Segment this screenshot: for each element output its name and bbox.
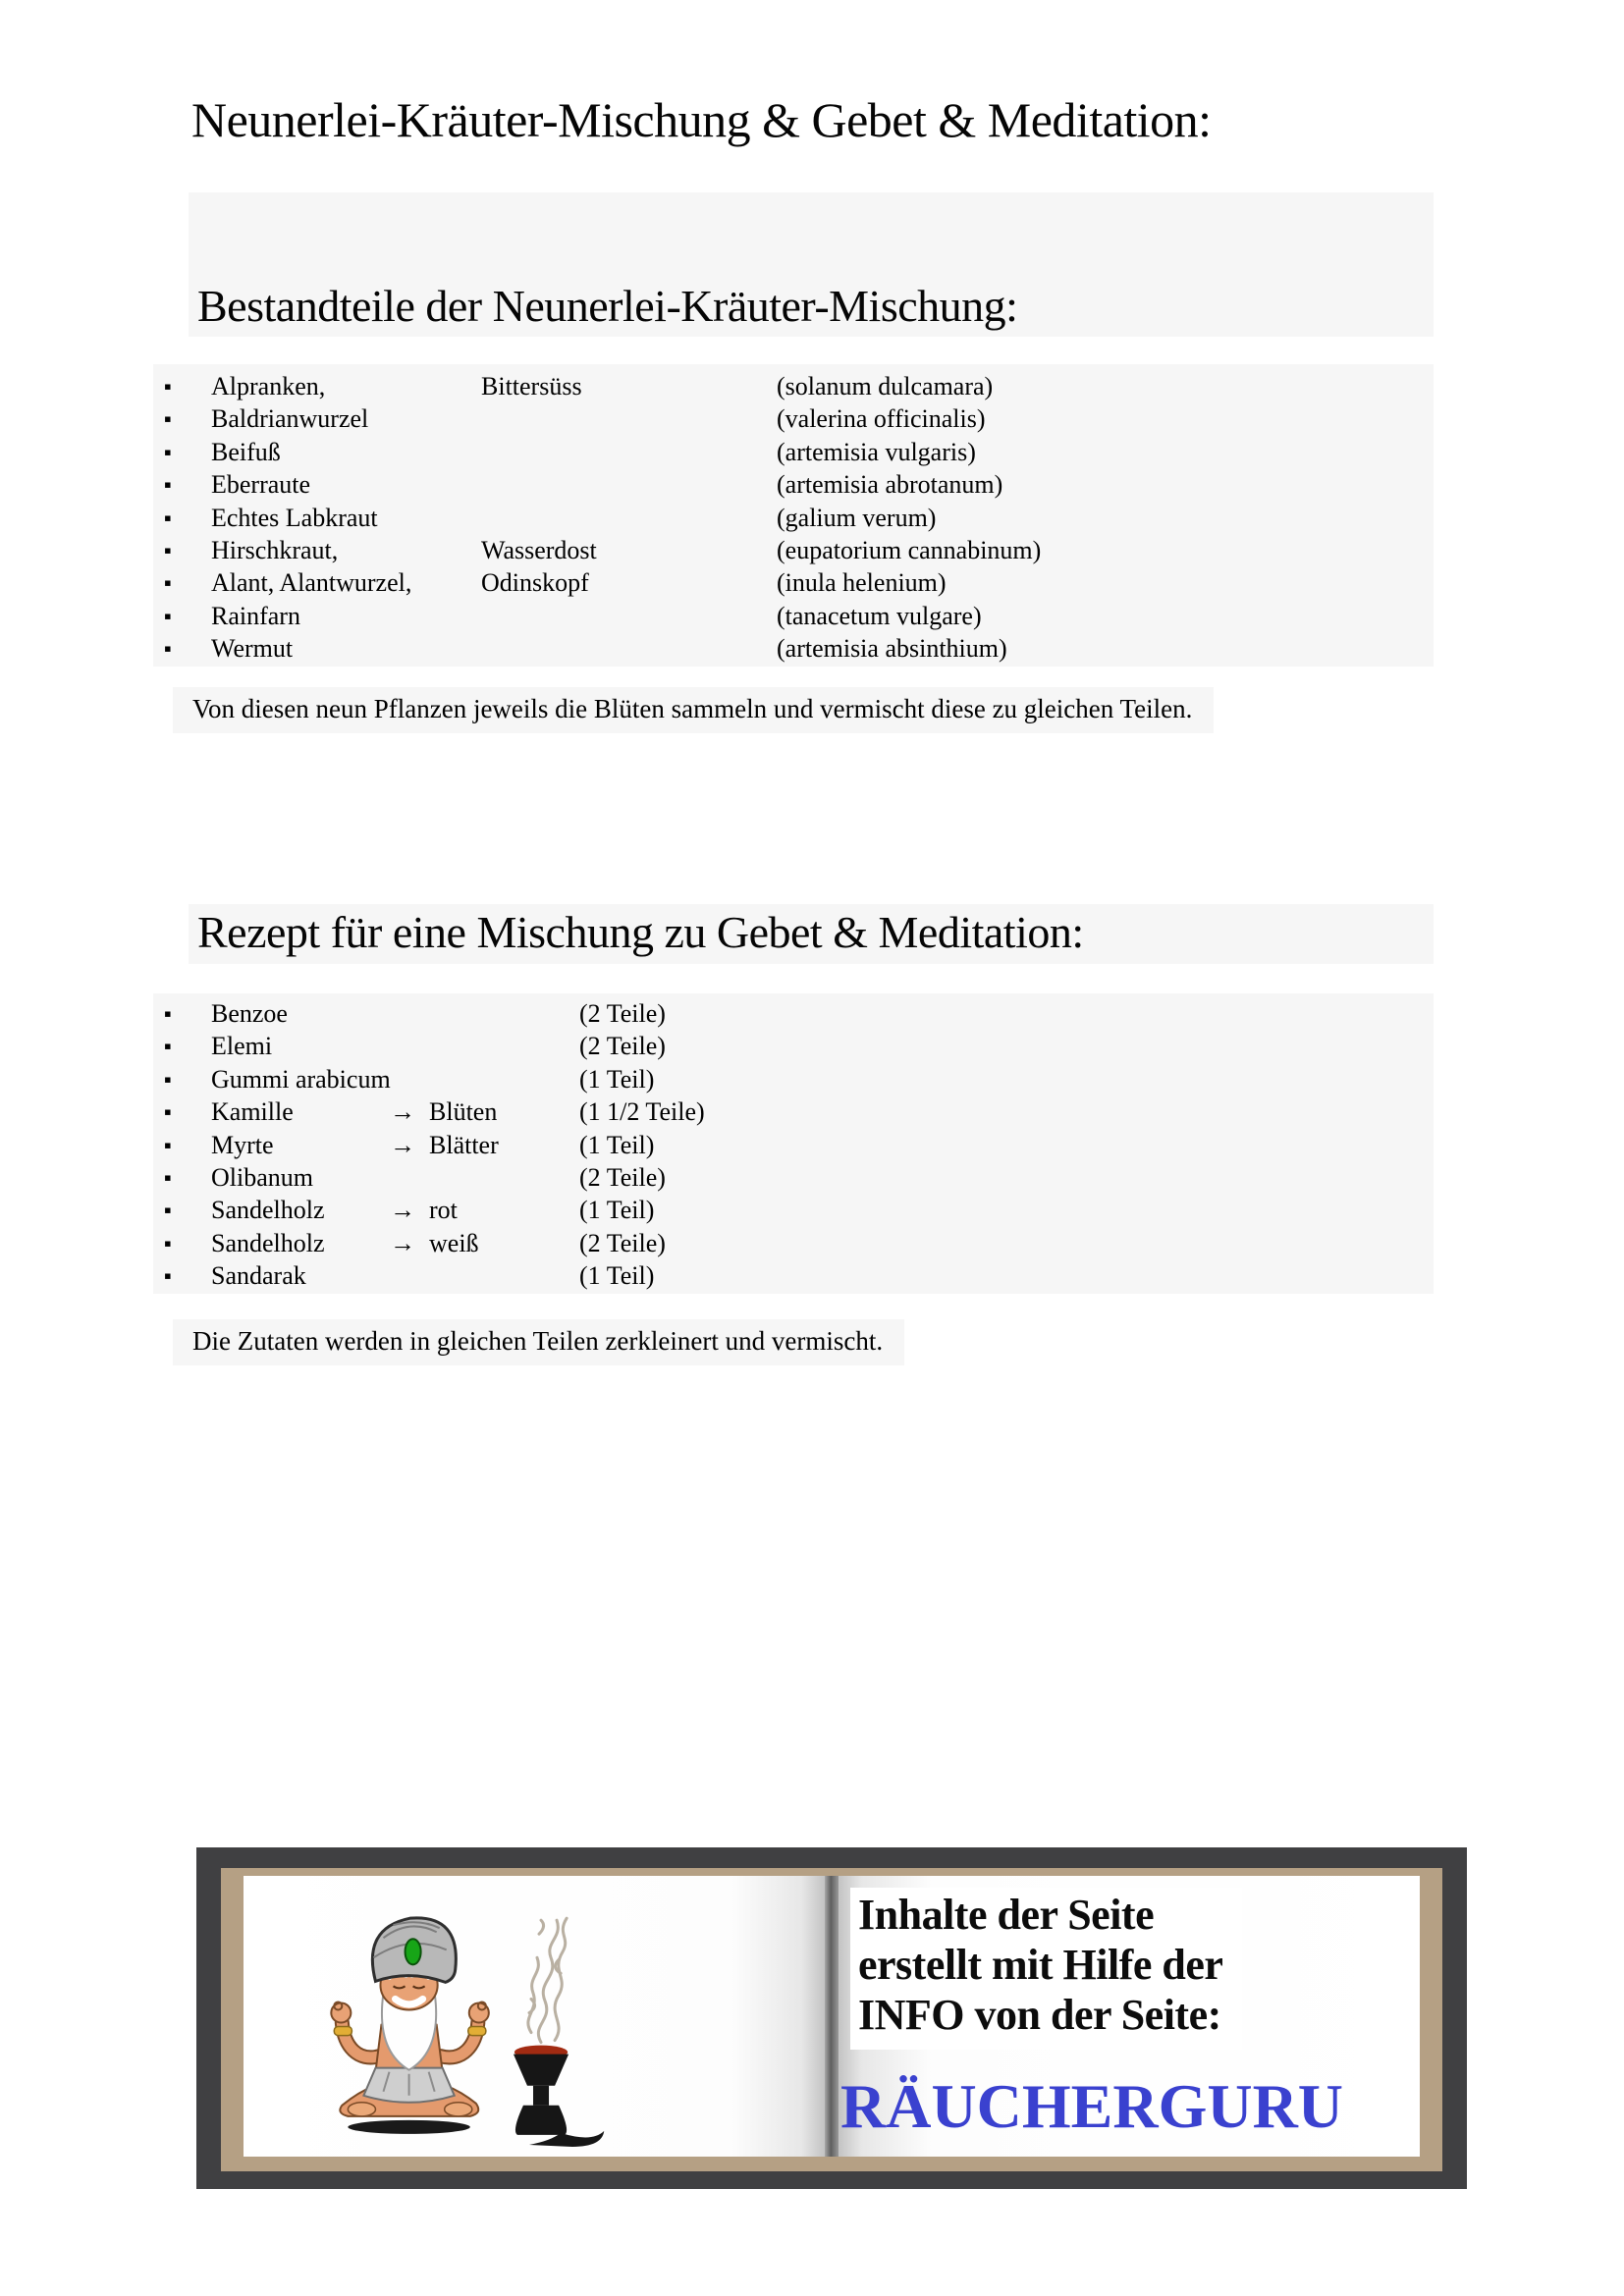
bullet-square-icon: ▪ <box>164 1001 172 1026</box>
bullet-square-icon: ▪ <box>164 505 172 530</box>
bullet-square-icon: ▪ <box>164 439 172 464</box>
recipe-list-row <box>153 1227 1434 1259</box>
herb-list-row <box>153 534 1434 566</box>
herb-list-row <box>153 468 1434 501</box>
bullet-square-icon: ▪ <box>164 374 172 399</box>
bullet-square-icon: ▪ <box>164 406 172 432</box>
herb-alt-name: Odinskopf <box>481 568 589 598</box>
credit-line: Inhalte der Seite <box>858 1891 1155 1939</box>
herb-list-row <box>153 370 1434 402</box>
credit-line: erstellt mit Hilfe der <box>858 1941 1223 1989</box>
herb-list-row <box>153 566 1434 599</box>
herb-latin-name: (artemisia abrotanum) <box>777 470 1003 500</box>
guru-figure <box>331 1918 489 2116</box>
book-left-page <box>244 1876 825 2157</box>
ingredient-name: Gummi arabicum <box>211 1064 391 1094</box>
ingredient-amount: (2 Teile) <box>579 999 666 1028</box>
ingredient-name: Sandelholz <box>211 1228 325 1257</box>
herb-list-row <box>153 632 1434 665</box>
herb-name: Hirschkraut, <box>211 535 339 564</box>
credit-line: INFO von der Seite: <box>858 1991 1221 2039</box>
book-right-page <box>839 1876 1420 2157</box>
bullet-square-icon: ▪ <box>164 636 172 662</box>
banner-inner-mat <box>221 1868 1442 2171</box>
ingredient-part: rot <box>429 1196 458 1225</box>
ingredient-amount: (1 Teil) <box>579 1064 655 1094</box>
turban-gem <box>406 1939 421 1964</box>
herb-name: Beifuß <box>211 437 281 466</box>
section1-heading: Bestandteile der Neunerlei-Kräuter-Mischung: <box>197 281 1018 331</box>
arrow-right-glyph: → <box>390 1228 415 1257</box>
ingredient-name: Olibanum <box>211 1162 313 1192</box>
herb-name: Alant, Alantwurzel, <box>211 568 412 598</box>
ingredient-amount: (2 Teile) <box>579 1228 666 1257</box>
section1-herb-list <box>153 364 1434 667</box>
herb-name: Rainfarn <box>211 601 300 630</box>
recipe-list-row <box>153 1161 1434 1194</box>
bullet-square-icon: ▪ <box>164 1099 172 1125</box>
incense-burner <box>514 2046 604 2147</box>
open-book <box>244 1876 1420 2157</box>
ingredient-part: Blüten <box>429 1097 498 1127</box>
bullet-square-icon: ▪ <box>164 1066 172 1092</box>
bullet-square-icon: ▪ <box>164 1263 172 1289</box>
ingredient-amount: (2 Teile) <box>579 1162 666 1192</box>
herb-list-row <box>153 436 1434 468</box>
meditating-guru-illustration <box>244 1876 825 2157</box>
arrow-right-glyph: → <box>390 1196 415 1225</box>
herb-name: Eberraute <box>211 470 311 500</box>
bullet-square-icon: ▪ <box>164 1230 172 1255</box>
bullet-square-icon: ▪ <box>164 472 172 498</box>
recipe-list-row <box>153 1129 1434 1161</box>
herb-alt-name: Wasserdost <box>481 535 597 564</box>
ingredient-name: Benzoe <box>211 999 288 1028</box>
recipe-list-row <box>153 997 1434 1030</box>
ingredient-amount: (1 1/2 Teile) <box>579 1097 705 1127</box>
section2-heading: Rezept für eine Mischung zu Gebet & Meditation: <box>197 907 1084 957</box>
herb-list-row <box>153 502 1434 534</box>
herb-list-row <box>153 600 1434 632</box>
section2-note: Die Zutaten werden in gleichen Teilen zerkleinert und vermischt. <box>173 1319 904 1365</box>
bullet-square-icon: ▪ <box>164 603 172 628</box>
bullet-square-icon: ▪ <box>164 1198 172 1223</box>
herb-name: Baldrianwurzel <box>211 404 369 434</box>
herb-latin-name: (galium verum) <box>777 503 937 532</box>
herb-alt-name: Bittersüss <box>481 372 582 400</box>
ingredient-name: Kamille <box>211 1097 294 1127</box>
ingredient-part: Blätter <box>429 1130 499 1159</box>
ingredient-amount: (2 Teile) <box>579 1032 666 1061</box>
herb-name: Echtes Labkraut <box>211 503 378 532</box>
credit-text <box>850 1888 1242 2050</box>
herb-latin-name: (inula helenium) <box>777 568 947 598</box>
ingredient-amount: (1 Teil) <box>579 1196 655 1225</box>
incense-smoke <box>528 1918 567 2042</box>
herb-name: Alpranken, <box>211 372 326 400</box>
ingredient-name: Sandarak <box>211 1261 306 1291</box>
herb-latin-name: (tanacetum vulgare) <box>777 601 982 630</box>
page-title: Neunerlei-Kräuter-Mischung & Gebet & Meditation: <box>191 92 1212 147</box>
ingredient-name: Myrte <box>211 1130 274 1159</box>
section2-heading-band <box>189 904 1434 964</box>
book-spine <box>825 1876 839 2157</box>
arrow-right-glyph: → <box>390 1097 415 1127</box>
recipe-list-row <box>153 1063 1434 1095</box>
recipe-list-row <box>153 1095 1434 1128</box>
ingredient-name: Sandelholz <box>211 1196 325 1225</box>
credit-banner <box>196 1847 1467 2189</box>
section1-note: Von diesen neun Pflanzen jeweils die Blüten sammeln und vermischt diese zu gleichen Teilen. <box>173 687 1214 733</box>
recipe-list-row <box>153 1194 1434 1226</box>
recipe-list-row <box>153 1030 1434 1062</box>
guru-shadow <box>348 2120 469 2134</box>
brand-text: RÄUCHERGURU <box>840 2071 1343 2141</box>
ingredient-amount: (1 Teil) <box>579 1130 655 1159</box>
arrow-right-glyph: → <box>390 1130 415 1159</box>
bullet-square-icon: ▪ <box>164 1164 172 1190</box>
bullet-square-icon: ▪ <box>164 537 172 562</box>
bullet-square-icon: ▪ <box>164 1132 172 1157</box>
ingredient-name: Elemi <box>211 1032 273 1061</box>
ingredient-part: weiß <box>429 1228 479 1257</box>
herb-latin-name: (eupatorium cannabinum) <box>777 535 1042 564</box>
herb-latin-name: (artemisia vulgaris) <box>777 437 976 466</box>
section2-recipe-list <box>153 993 1434 1294</box>
herb-name: Wermut <box>211 634 294 664</box>
herb-latin-name: (valerina officinalis) <box>777 404 986 434</box>
section1-heading-band <box>189 192 1434 337</box>
herb-latin-name: (artemisia absinthium) <box>777 634 1007 664</box>
ingredient-amount: (1 Teil) <box>579 1261 655 1291</box>
recipe-list-row <box>153 1259 1434 1292</box>
bullet-square-icon: ▪ <box>164 1034 172 1059</box>
bullet-square-icon: ▪ <box>164 570 172 596</box>
herb-latin-name: (solanum dulcamara) <box>777 372 994 400</box>
herb-list-row <box>153 402 1434 435</box>
